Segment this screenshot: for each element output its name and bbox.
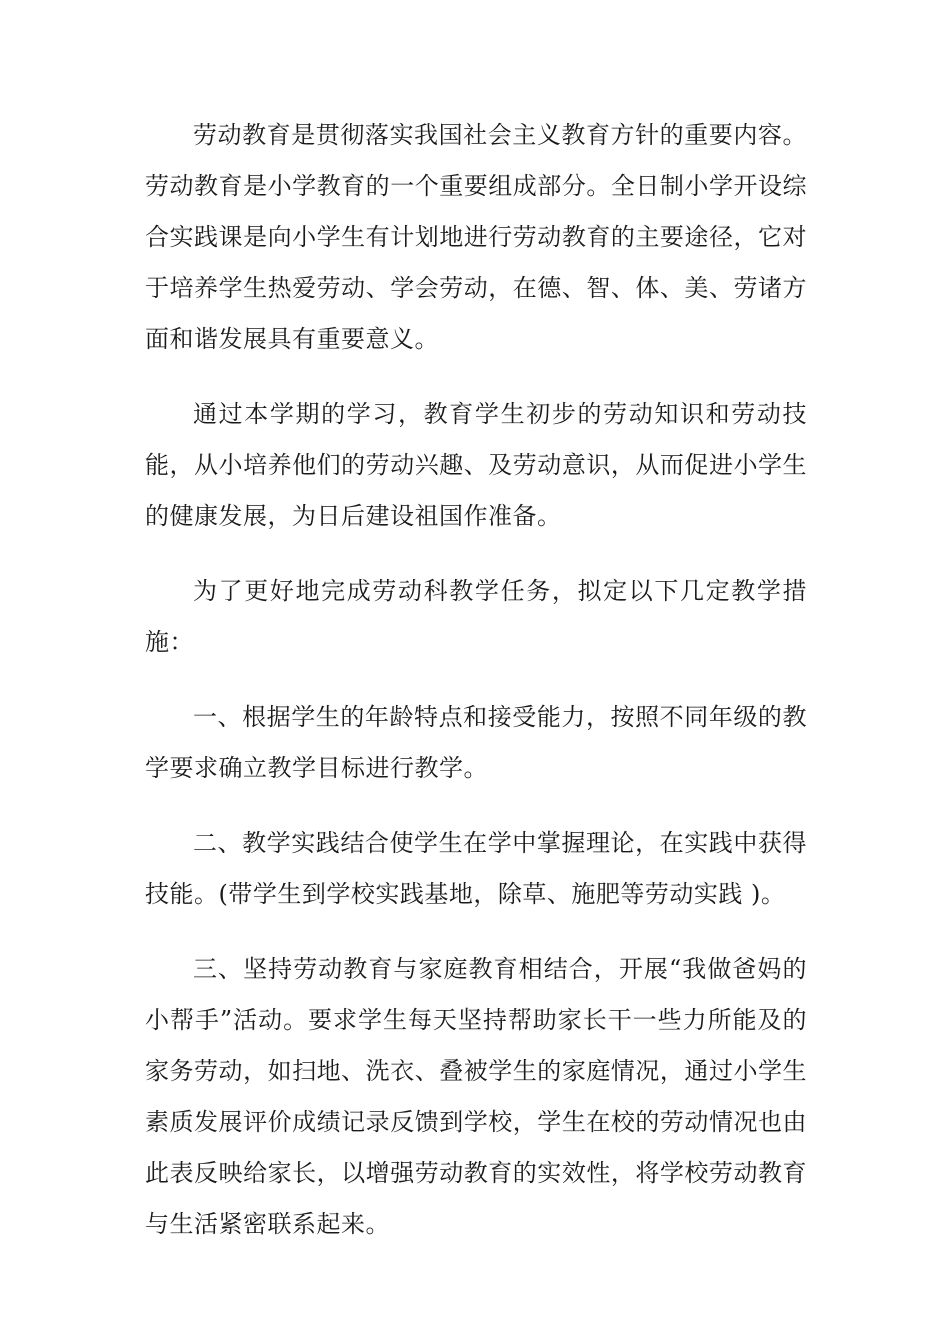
document-body: [145, 110, 807, 1250]
paragraph-goals: 通过本学期的学习，教育学生初步的劳动知识和劳动技能，从小培养他们的劳动兴趣、及劳动意识，从而促进小学生的健康发展，为日后建设祖国作准备。: [145, 400, 807, 530]
paragraph-intro: 劳动教育是贯彻落实我国社会主义教育方针的重要内容。劳动教育是小学教育的一个重要组成部分。全日制小学开设综合实践课是向小学生有计划地进行劳动教育的主要途径，它对于培养学生热爱劳动、学会劳动，在德、智、体、美、劳诸方面和谐发展具有重要意义。: [145, 121, 807, 353]
paragraph-measure-2: 二、教学实践结合使学生在学中掌握理论，在实践中获得技能。(带学生到学校实践基地，除草、施肥等劳动实践 )。: [145, 829, 807, 908]
paragraph-measures-intro: 为了更好地完成劳动科教学任务，拟定以下几定教学措施：: [145, 577, 807, 656]
paragraph-measure-1: 一、根据学生的年龄特点和接受能力，按照不同年级的教学要求确立教学目标进行教学。: [145, 703, 807, 782]
paragraph-measure-3: 三、坚持劳动教育与家庭教育相结合，开展“我做爸妈的小帮手”活动。要求学生每天坚持帮助家长干一些力所能及的家务劳动，如扫地、洗衣、叠被学生的家庭情况，通过小学生素质发展评价成绩记录反馈到学校，学生在校的劳动情况也由此表反映给家长，以增强劳动教育的实效性，将学校劳动教育与生活紧密联系起来。: [145, 955, 807, 1238]
